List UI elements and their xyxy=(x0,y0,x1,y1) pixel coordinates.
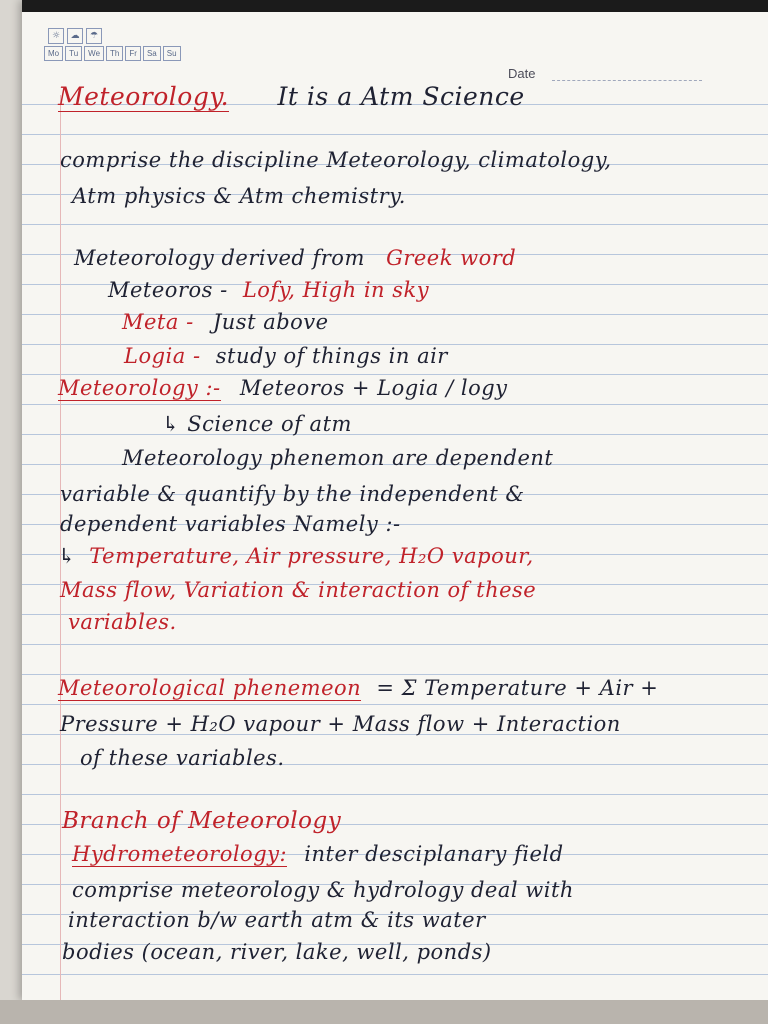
note-line-2: comprise the discipline Meteorology, climatology, xyxy=(60,148,612,172)
ruled-line xyxy=(22,644,768,645)
heading-meteorology: Meteorology. xyxy=(58,82,230,111)
weather-icons xyxy=(48,28,102,44)
meteoros-meaning: Lofy, High in sky xyxy=(242,278,430,302)
ruled-line xyxy=(22,224,768,225)
day-su: Su xyxy=(163,46,181,61)
logia-term: Logia - xyxy=(124,344,201,368)
note-line-21: comprise meteorology & hydrology deal with xyxy=(72,878,574,902)
meteoros-term: Meteoros - xyxy=(108,278,228,302)
cloud-icon: ☁ xyxy=(67,28,83,44)
note-line-17: Pressure + H₂O vapour + Mass flow + Interaction xyxy=(60,712,621,736)
logia-meaning: study of things in air xyxy=(215,344,448,368)
note-line-4 xyxy=(74,246,516,270)
day-selector xyxy=(44,46,181,61)
ruled-line xyxy=(22,794,768,795)
ruled-line xyxy=(22,704,768,705)
ruled-line xyxy=(22,434,768,435)
note-line-8 xyxy=(58,376,508,400)
phenomenon-term: Meteorological phenemeon xyxy=(58,676,362,700)
phenomenon-formula: = Σ Temperature + Air + xyxy=(376,676,659,700)
note-line-3: Atm physics & Atm chemistry. xyxy=(72,184,406,208)
day-th: Th xyxy=(106,46,123,61)
meta-meaning: Just above xyxy=(212,310,329,334)
ruled-line xyxy=(22,404,768,405)
branch-heading: Branch of Meteorology xyxy=(62,808,342,834)
meteorology-formula: Meteoros + Logia / logy xyxy=(239,376,508,400)
umbrella-icon: ☂ xyxy=(86,28,102,44)
arrow-icon: ↳ xyxy=(58,544,77,568)
hydrometeorology-term: Hydrometeorology: xyxy=(72,842,288,866)
desk-surface xyxy=(0,1000,768,1024)
notebook-page xyxy=(22,0,768,1000)
date-label: Date xyxy=(508,66,536,81)
ruled-line xyxy=(22,374,768,375)
note-line-14: Mass flow, Variation & interaction of these xyxy=(60,578,537,602)
ruled-line xyxy=(22,974,768,975)
note-line-23: bodies (ocean, river, lake, well, ponds) xyxy=(62,940,492,964)
note-line-7 xyxy=(124,344,448,368)
note-line-13 xyxy=(58,544,534,568)
day-tu: Tu xyxy=(65,46,82,61)
sun-icon: ☼ xyxy=(48,28,64,44)
note-line-1 xyxy=(58,82,525,111)
day-we: We xyxy=(84,46,104,61)
note-line-10: Meteorology phenemon are dependent xyxy=(122,446,554,470)
note-line-20 xyxy=(72,842,564,866)
day-fr: Fr xyxy=(125,46,141,61)
note-line-11: variable & quantify by the independent & xyxy=(60,482,525,506)
ruled-line xyxy=(22,134,768,135)
note-line-6 xyxy=(122,310,329,334)
note-line-5 xyxy=(108,278,429,302)
date-line xyxy=(552,80,702,82)
ruled-line xyxy=(22,674,768,675)
note-line-18: of these variables. xyxy=(80,746,285,770)
derived-text: Meteorology derived from xyxy=(74,246,365,270)
hydrometeorology-definition: inter desciplanary field xyxy=(304,842,564,866)
definition-text: It is a Atm Science xyxy=(277,82,525,111)
meta-term: Meta - xyxy=(122,310,194,334)
page-top-edge xyxy=(22,0,768,12)
day-sa: Sa xyxy=(143,46,161,61)
note-line-15: variables. xyxy=(68,610,177,634)
meteorology-term: Meteorology :- xyxy=(58,376,221,400)
note-line-22: interaction b/w earth atm & its water xyxy=(68,908,486,932)
note-line-9: ↳ Science of atm xyxy=(162,412,352,436)
variables-list: Temperature, Air pressure, H₂O vapour, xyxy=(89,544,534,568)
note-line-16 xyxy=(58,676,658,700)
note-line-12: dependent variables Namely :- xyxy=(60,512,401,536)
day-mo: Mo xyxy=(44,46,63,61)
greek-word-text: Greek word xyxy=(386,246,517,270)
